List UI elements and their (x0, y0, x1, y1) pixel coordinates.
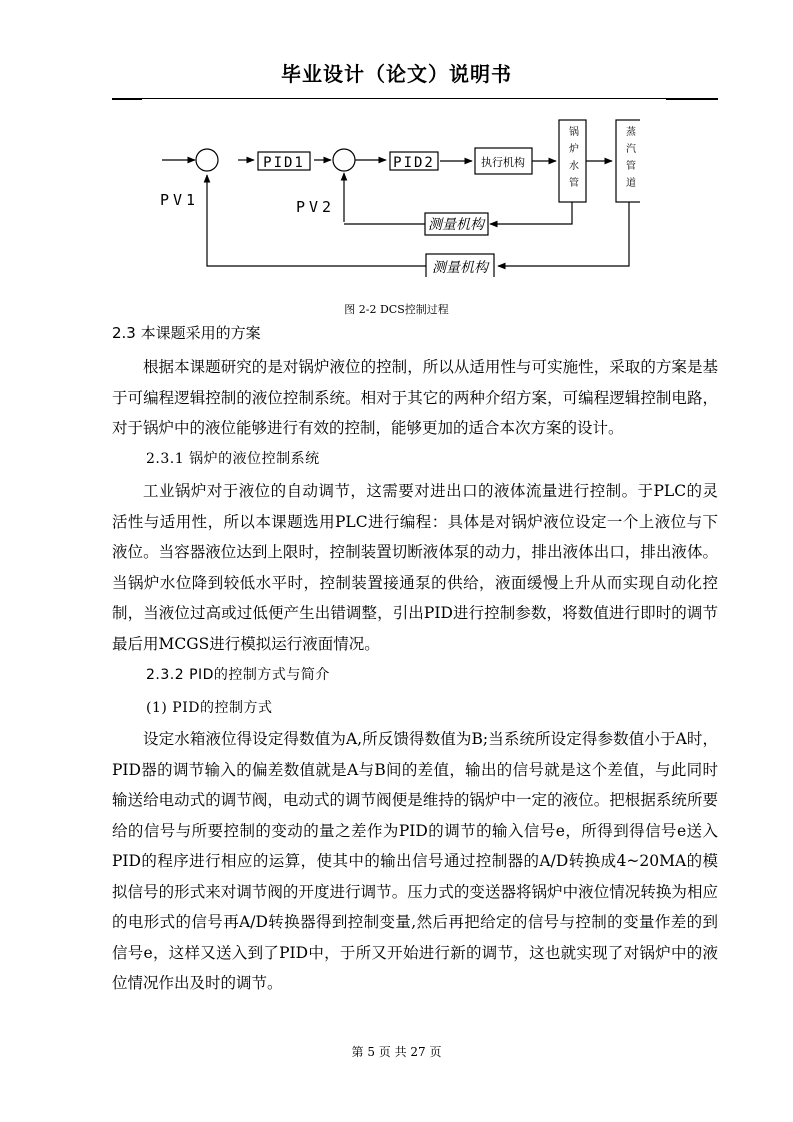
pid1-label: PID1 (263, 155, 305, 171)
water-box-label: 锅炉水管 (566, 126, 578, 194)
page-header-title: 毕业设计（论文）说明书 (281, 62, 512, 86)
header-rule-left-accent (112, 98, 142, 100)
header-rule (112, 98, 718, 99)
section-2-3-1-text: 工业锅炉对于液位的自动调节，这需要对进出口的液体流量进行控制。于PLC的灵活性与适用性，所以本课题选用PLC进行编程：具体是对锅炉液位设定一个上液位与下液位。当容器液位达到上限时，控制装置切断液体泵的动力，排出液体出口，排出液体。当锅炉水位降到较低水平时，控制装置接通泵的供给，液面缓慢上升从而实现自动化控制，当液位过高或过低便产生出错调整，引出PID进行控制参数，将数值进行即时的调节最后用MCGS进行模拟运行液面情况。 (112, 482, 718, 653)
section-2-3-heading: 2.3 本课题采用的方案 (112, 324, 261, 342)
pv1-label: PV1 (160, 191, 200, 209)
section-2-3-2-text: 设定水箱液位得设定得数值为A,所反馈得数值为B;当系统所设定得参数值小于A时，PID器的调节输入的偏差数值就是A与B间的差值，输出的信号就是这个差值，与此同时输送给电动式的调节阀，电动式的调节阀便是维持的锅炉中一定的液位。把根据系统所要给的信号与所要控制的变动的量之差作为PID的调节的输入信号e，所得到得信号e送入PID的程序进行相应的运算，使其中的输出信号通过控制器的A/D转换成4~20MA的模拟信号的形式来对调节阀的开度进行调节。压力式的变送器将锅炉中液位情况转换为相应的电形式的信号再A/D转换器得到控制变量,然后再把给定的信号与控制的变量作差的到信号e，这样又送入到了PID中，于所又开始进行新的调节，这也就实现了对锅炉中的液位情况作出及时的调节。 (112, 730, 718, 992)
section-2-3-1-paragraph (112, 476, 718, 659)
inner-feedback-line (490, 202, 572, 224)
section-2-3-2-heading: 2.3.2 PID的控制方式与简介 (146, 667, 330, 683)
outer-feedback-return (207, 175, 426, 266)
figure-caption: 图 2-2 DCS控制过程 (344, 303, 449, 316)
measure1-label: 测量机构 (428, 217, 484, 233)
dcs-control-diagram (150, 112, 640, 277)
summing-junction-1 (196, 149, 218, 171)
pv2-label: PV2 (296, 198, 336, 216)
section-2-3-text: 根据本课题研究的是对锅炉液位的控制，所以从适用性与可实施性，采取的方案是基于可编程逻辑控制的液位控制系统。相对于其它的两种介绍方案，可编程逻辑控制电路，对于锅炉中的液位能够进行有效的控制，能够更加的适合本次方案的设计。 (112, 358, 718, 437)
section-2-3-2-paragraph (112, 724, 718, 999)
steam-box-label: 蒸汽管道 (623, 126, 635, 194)
measure2-label: 测量机构 (432, 260, 488, 276)
section-2-3-1-heading: 2.3.1 锅炉的液位控制系统 (146, 451, 320, 467)
summing-junction-2 (333, 149, 355, 171)
section-2-3-paragraph (112, 352, 718, 444)
actuator-label: 执行机构 (481, 156, 525, 169)
header-rule-right-accent (666, 98, 718, 100)
outer-feedback-line (498, 202, 629, 266)
section-2-3-2-subheading: (1) PID的控制方式 (146, 700, 273, 716)
page-footer: 第 5 页 共 27 页 (351, 1045, 442, 1059)
pid2-label: PID2 (393, 155, 435, 171)
